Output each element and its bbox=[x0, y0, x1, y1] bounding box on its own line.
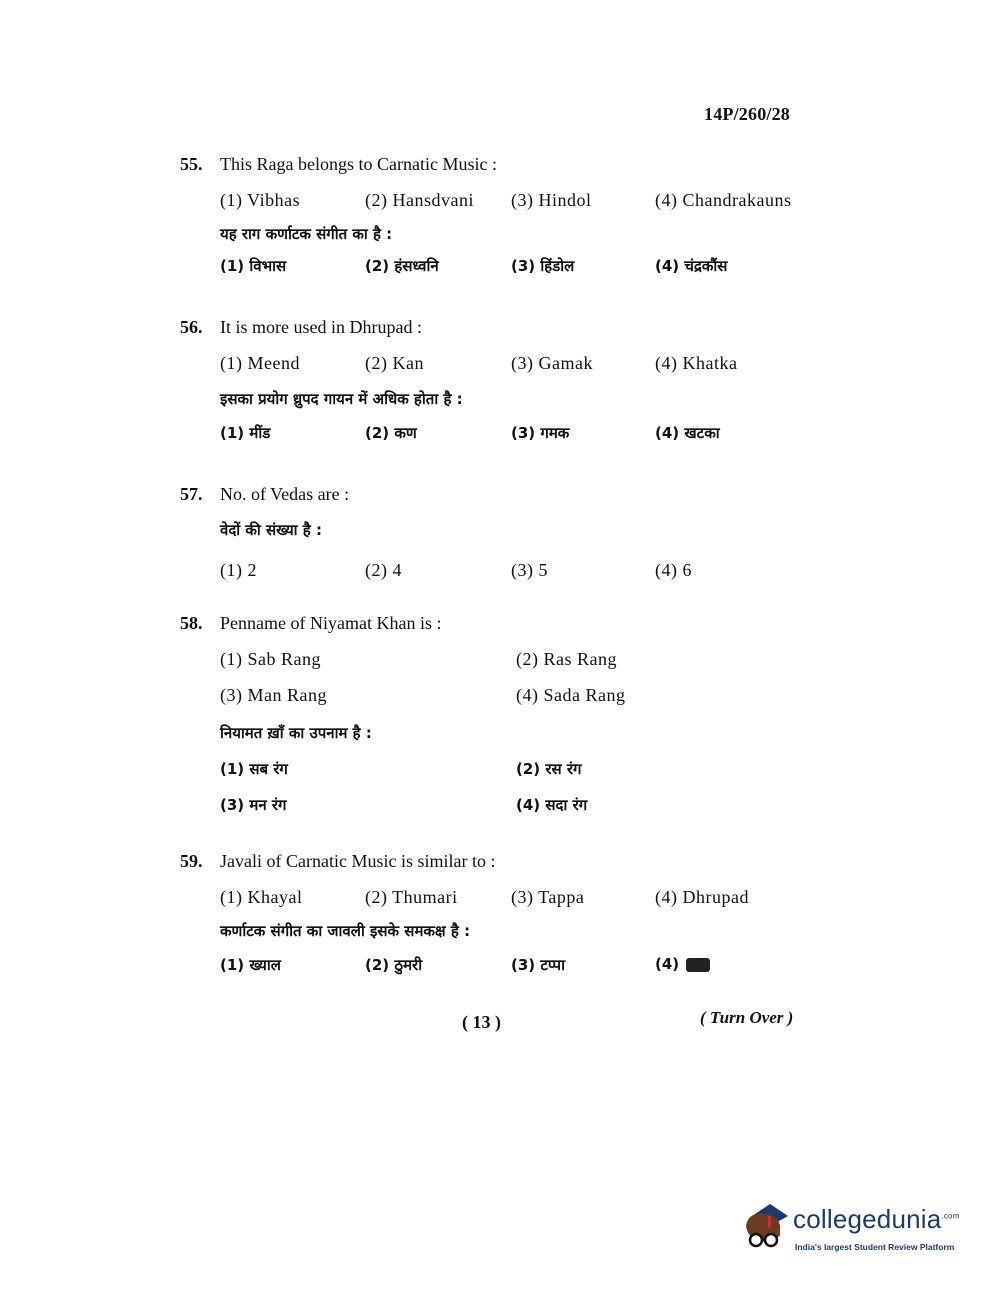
option-4: (4) Dhrupad bbox=[655, 887, 749, 907]
question-text-en: It is more used in Dhrupad : bbox=[220, 317, 422, 337]
option-4-hi-label: (4) bbox=[655, 955, 680, 973]
option-4: (4) 6 bbox=[655, 560, 692, 580]
option-1: (1) Khayal bbox=[220, 887, 303, 907]
option-3-hi: (3) गमक bbox=[511, 424, 570, 442]
question-text-hi: वेदों की संख्या है : bbox=[220, 521, 322, 539]
option-2: (2) Kan bbox=[365, 353, 424, 373]
question-text-en: No. of Vedas are : bbox=[220, 484, 350, 504]
option-2-hi: (2) रस रंग bbox=[516, 760, 582, 778]
question-number: 56. bbox=[180, 317, 203, 337]
option-3: (3) Tappa bbox=[511, 887, 585, 907]
option-3: (3) 5 bbox=[511, 560, 548, 580]
option-4: (4) Sada Rang bbox=[516, 685, 626, 705]
option-2-hi: (2) कण bbox=[365, 424, 417, 442]
question-text-en: Penname of Niyamat Khan is : bbox=[220, 613, 442, 633]
option-1-hi: (1) सब रंग bbox=[220, 760, 288, 778]
ink-smudge bbox=[686, 958, 710, 972]
option-1: (1) 2 bbox=[220, 560, 257, 580]
option-3: (3) Man Rang bbox=[220, 685, 327, 705]
brand-name: collegedunia$^{.com}$ bbox=[793, 1204, 960, 1234]
question-58 bbox=[180, 613, 820, 813]
question-number: 59. bbox=[180, 851, 203, 871]
option-3-hi: (3) टप्पा bbox=[511, 956, 565, 974]
option-1: (1) Sab Rang bbox=[220, 649, 321, 669]
option-2: (2) Thumari bbox=[365, 887, 458, 907]
turn-over: ( Turn Over ) bbox=[700, 1008, 794, 1027]
paper-code: 14P/260/28 bbox=[704, 104, 790, 124]
option-2-hi: (2) ठुमरी bbox=[365, 956, 423, 974]
collegedunia-logo bbox=[738, 1196, 968, 1266]
question-59 bbox=[180, 851, 820, 979]
question-number: 55. bbox=[180, 154, 203, 174]
option-4-hi: (4) चंद्रकौंस bbox=[655, 257, 728, 275]
option-1: (1) Meend bbox=[220, 353, 300, 373]
option-4-hi: (4) सदा रंग bbox=[516, 796, 588, 814]
option-1-hi: (1) विभास bbox=[220, 257, 287, 275]
option-2: (2) Ras Rang bbox=[516, 649, 617, 669]
question-text-en: Javali of Carnatic Music is similar to : bbox=[220, 851, 496, 871]
option-4-hi bbox=[655, 955, 710, 973]
option-4: (4) Khatka bbox=[655, 353, 738, 373]
option-3-hi: (3) मन रंग bbox=[220, 796, 287, 814]
option-4: (4) Chandrakauns bbox=[655, 190, 792, 210]
question-text-hi: कर्णाटक संगीत का जावली इसके समकक्ष है : bbox=[220, 922, 471, 940]
option-4-hi: (4) खटका bbox=[655, 424, 720, 442]
question-number: 58. bbox=[180, 613, 203, 633]
question-55 bbox=[180, 154, 820, 282]
option-2: (2) 4 bbox=[365, 560, 402, 580]
question-text-hi: इसका प्रयोग ध्रुपद गायन में अधिक होता है : bbox=[220, 390, 463, 408]
question-56 bbox=[180, 317, 820, 445]
option-1-hi: (1) मींड bbox=[220, 424, 271, 442]
question-57 bbox=[180, 484, 820, 580]
option-1-hi: (1) ख्याल bbox=[220, 956, 281, 974]
option-3: (3) Gamak bbox=[511, 353, 593, 373]
option-2: (2) Hansdvani bbox=[365, 190, 474, 210]
question-text-hi: नियामत ख़ाँ का उपनाम है : bbox=[220, 724, 372, 742]
option-3-hi: (3) हिंडोल bbox=[511, 257, 575, 275]
option-2-hi: (2) हंसध्वनि bbox=[365, 257, 439, 275]
student-mascot-icon bbox=[738, 1196, 788, 1256]
brand-tagline: India's largest Student Review Platform bbox=[795, 1242, 955, 1252]
option-3: (3) Hindol bbox=[511, 190, 592, 210]
page-number: ( 13 ) bbox=[462, 1012, 501, 1032]
option-1: (1) Vibhas bbox=[220, 190, 301, 210]
question-text-en: This Raga belongs to Carnatic Music : bbox=[220, 154, 497, 174]
question-number: 57. bbox=[180, 484, 203, 504]
question-text-hi: यह राग कर्णाटक संगीत का है : bbox=[220, 225, 393, 243]
